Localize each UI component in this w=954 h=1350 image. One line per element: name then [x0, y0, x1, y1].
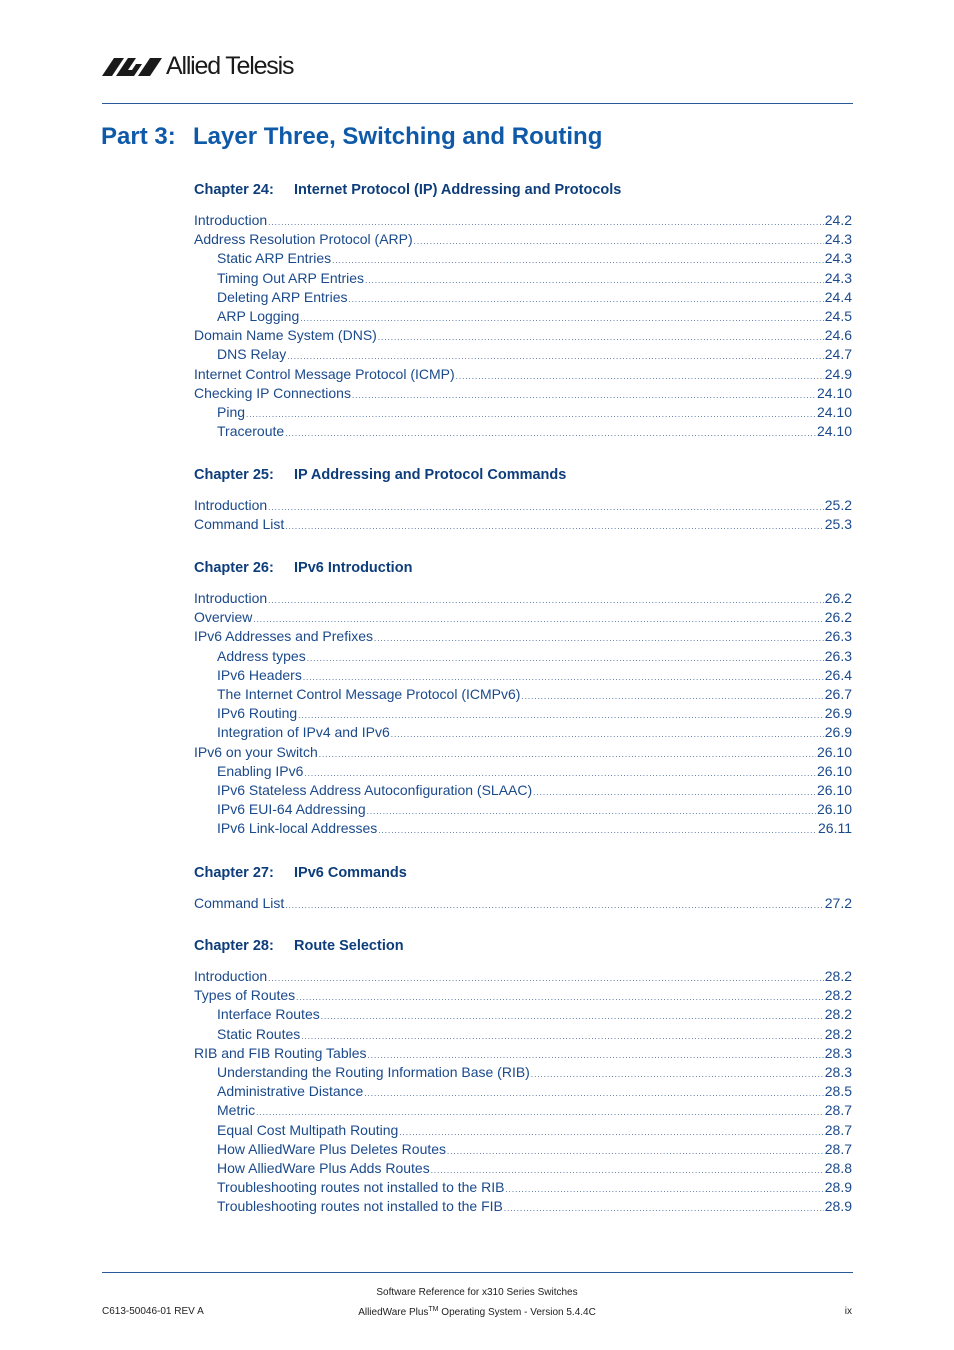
toc-entry-title: How AlliedWare Plus Deletes Routes: [217, 1140, 447, 1157]
toc-entry-link[interactable]: [194, 590, 852, 609]
toc-entry-page: 24.10: [816, 404, 852, 420]
toc-entry-title: Integration of IPv4 and IPv6: [217, 724, 390, 741]
toc-entry-page: 24.5: [824, 308, 852, 324]
dot-leader: [268, 596, 824, 605]
dot-leader: [246, 410, 816, 419]
toc-entry-title: IPv6 Link-local Addresses: [217, 820, 378, 837]
toc-entry-title: Equal Cost Multipath Routing: [217, 1121, 399, 1138]
toc-entry-link[interactable]: [217, 801, 852, 820]
toc-entry-page: 26.3: [824, 647, 852, 664]
dot-leader: [365, 276, 824, 285]
toc-entry-link[interactable]: [194, 744, 852, 763]
toc-entry-page: 26.10: [816, 743, 852, 760]
footer-book-title: Software Reference for x310 Series Switches: [376, 1287, 578, 1298]
dot-leader: [378, 333, 824, 342]
footer-page-number: ix: [844, 1306, 852, 1317]
toc-entry-page: 24.10: [816, 384, 852, 401]
part-number: Part 3:: [101, 123, 176, 150]
footer-os-prefix: AlliedWare Plus: [358, 1307, 429, 1318]
toc-entry-link[interactable]: [217, 705, 852, 724]
toc-entry-title: IPv6 EUI-64 Addressing: [217, 801, 366, 818]
toc-entry-link[interactable]: [217, 763, 852, 782]
dot-leader: [348, 295, 823, 304]
toc-entry-page: 26.2: [824, 590, 852, 606]
toc-entry-page: 24.6: [824, 327, 852, 344]
logo-mark-icon: [102, 56, 162, 76]
chapter-heading: [194, 865, 407, 881]
dot-leader: [268, 218, 824, 227]
toc-entry-page: 27.2: [824, 895, 852, 911]
toc-entry-link[interactable]: [217, 686, 852, 705]
toc-entry-title: Internet Control Message Protocol (ICMP): [194, 365, 455, 382]
toc-entry-page: 28.3: [824, 1064, 852, 1080]
toc-entry-link[interactable]: [194, 231, 852, 250]
dot-leader: [378, 826, 817, 835]
footer-rule: [102, 1272, 853, 1273]
toc-entry-link[interactable]: [217, 1102, 852, 1121]
dot-leader: [414, 237, 824, 246]
toc-entry-title: Checking IP Connections: [194, 384, 351, 401]
chapter-title: Internet Protocol (IP) Addressing and Protocols: [294, 182, 622, 198]
dot-leader: [332, 256, 824, 265]
toc-entry-link[interactable]: [217, 346, 852, 365]
dot-leader: [301, 1032, 823, 1041]
toc-entry-title: Ping: [217, 404, 246, 420]
toc-entry-title: Enabling IPv6: [217, 762, 304, 779]
chapter-number: Chapter 24:: [194, 182, 274, 198]
toc-entry-page: 26.10: [816, 762, 852, 779]
toc-entry-page: 28.9: [824, 1198, 852, 1215]
toc-entry-title: Overview: [194, 609, 253, 626]
dot-leader: [456, 372, 824, 381]
toc-entry-link[interactable]: [217, 308, 852, 327]
toc-entry-page: 28.2: [824, 987, 852, 1004]
toc-entry-page: 28.2: [824, 1006, 852, 1023]
toc-entry-title: Introduction: [194, 590, 268, 606]
toc-entry-page: 24.9: [824, 365, 852, 382]
toc-entry-link[interactable]: [217, 782, 852, 801]
toc-entry-title: The Internet Control Message Protocol (ICMPv6): [217, 686, 521, 702]
allied-telesis-logo: [102, 50, 293, 82]
toc-entry-page: 28.7: [824, 1140, 852, 1157]
toc-entry-link[interactable]: [217, 1064, 852, 1083]
toc-entry-page: 24.3: [824, 231, 852, 248]
toc-entry-title: Types of Routes: [194, 987, 296, 1004]
toc-entry-link[interactable]: [217, 1006, 852, 1025]
dot-leader: [268, 974, 824, 983]
dot-leader: [447, 1147, 824, 1156]
toc-entry-link[interactable]: [217, 820, 852, 839]
toc-entry-title: IPv6 on your Switch: [194, 743, 318, 760]
dot-leader: [296, 993, 824, 1002]
dot-leader: [504, 1204, 824, 1213]
dot-leader: [287, 352, 824, 361]
dot-leader: [533, 788, 816, 797]
toc-entry-page: 26.10: [816, 801, 852, 818]
toc-entry-title: Introduction: [194, 497, 268, 513]
toc-entry-title: Troubleshooting routes not installed to the RIB: [217, 1179, 505, 1196]
toc-entry-link[interactable]: [217, 270, 852, 289]
toc-entry-link[interactable]: [217, 289, 852, 308]
chapter-heading: [194, 560, 412, 576]
toc-entry-link[interactable]: [194, 628, 852, 647]
footer-os-suffix: Operating System - Version 5.4.4C: [438, 1307, 596, 1318]
toc-entry-title: Address Resolution Protocol (ARP): [194, 231, 413, 248]
chapter-title: IPv6 Introduction: [294, 560, 413, 576]
toc-entry-page: 25.3: [824, 516, 852, 533]
toc-entry-page: 28.7: [824, 1102, 852, 1119]
toc-entry-title: IPv6 Addresses and Prefixes: [194, 628, 373, 645]
toc-entry-link[interactable]: [194, 968, 852, 987]
toc-entry-title: Metric: [217, 1102, 256, 1119]
footer-trademark: TM: [428, 1306, 439, 1313]
toc-entry-link[interactable]: [194, 497, 852, 516]
chapter-heading: [194, 938, 404, 954]
toc-entry-page: 24.3: [824, 250, 852, 267]
chapter-title: IPv6 Commands: [294, 865, 407, 881]
toc-entry-page: 24.3: [824, 269, 852, 286]
dot-leader: [285, 901, 823, 910]
toc-entry-title: IPv6 Routing: [217, 705, 298, 722]
dot-leader: [285, 522, 823, 531]
toc-entry-link[interactable]: [194, 385, 852, 404]
toc-entry-title: RIB and FIB Routing Tables: [194, 1044, 367, 1061]
toc-entry-link[interactable]: [217, 648, 852, 667]
dot-leader: [256, 1108, 824, 1117]
dot-leader: [399, 1128, 823, 1137]
toc-entry-link[interactable]: [217, 1122, 852, 1141]
toc-entry-title: Troubleshooting routes not installed to the FIB: [217, 1198, 503, 1215]
chapter-heading: [194, 182, 621, 198]
chapter-number: Chapter 26:: [194, 560, 274, 576]
footer-doc-id: C613-50046-01 REV A: [102, 1306, 204, 1317]
toc-entry-page: 24.4: [824, 288, 852, 305]
toc-entry-link[interactable]: [217, 1198, 852, 1217]
chapter-number: Chapter 27:: [194, 865, 274, 881]
toc-entry-title: Introduction: [194, 968, 268, 984]
toc-entry-link[interactable]: [217, 1160, 852, 1179]
toc-entry-page: 28.8: [824, 1160, 852, 1176]
toc-entry-title: Command List: [194, 895, 285, 911]
toc-entry-page: 25.2: [824, 497, 852, 513]
dot-leader: [285, 429, 816, 438]
logo-text: Allied Telesis: [166, 51, 294, 80]
toc-entry-link[interactable]: [217, 1083, 852, 1102]
toc-entry-page: 24.2: [824, 212, 852, 228]
dot-leader: [352, 391, 816, 400]
toc-entry-page: 24.7: [824, 346, 852, 363]
toc-entry-page: 28.5: [824, 1083, 852, 1100]
dot-leader: [374, 634, 824, 643]
toc-entry-title: Understanding the Routing Information Base (RIB): [217, 1064, 530, 1080]
toc-entry-title: Deleting ARP Entries: [217, 288, 348, 305]
toc-entry-title: Static ARP Entries: [217, 250, 332, 267]
toc-entry-page: 26.11: [818, 820, 852, 837]
toc-entry-page: 26.4: [824, 666, 852, 683]
toc-entry-link[interactable]: [217, 1141, 852, 1160]
toc-entry-title: How AlliedWare Plus Adds Routes: [217, 1160, 430, 1176]
toc-entry-page: 26.2: [824, 609, 852, 626]
toc-entry-link[interactable]: [194, 895, 852, 914]
dot-leader: [300, 314, 824, 323]
toc-entry-page: 26.9: [824, 705, 852, 722]
toc-entry-page: 28.9: [824, 1179, 852, 1196]
dot-leader: [319, 750, 816, 759]
toc-entry-title: Timing Out ARP Entries: [217, 269, 365, 286]
dot-leader: [268, 503, 824, 512]
toc-entry-page: 28.2: [824, 1025, 852, 1042]
toc-entry-link[interactable]: [194, 609, 852, 628]
toc-entry-title: Domain Name System (DNS): [194, 327, 377, 344]
toc-entry-link[interactable]: [217, 667, 852, 686]
toc-entry-link[interactable]: [217, 724, 852, 743]
toc-entry-title: Address types: [217, 647, 306, 664]
toc-entry-title: IPv6 Stateless Address Autoconfiguration (SLAAC): [217, 782, 533, 798]
chapter-title: IP Addressing and Protocol Commands: [294, 467, 567, 483]
toc-entry-page: 26.10: [816, 782, 852, 798]
toc-entry-link[interactable]: [194, 516, 852, 535]
header-rule: [102, 103, 853, 104]
toc-entry-title: IPv6 Headers: [217, 666, 302, 683]
toc-entry-page: 26.9: [824, 724, 852, 741]
chapter-heading: [194, 467, 566, 483]
toc-entry-title: Static Routes: [217, 1025, 301, 1042]
toc-entry-link[interactable]: [217, 423, 852, 442]
toc-entry-title: Interface Routes: [217, 1006, 320, 1023]
dot-leader: [368, 1051, 824, 1060]
chapter-number: Chapter 28:: [194, 938, 274, 954]
dot-leader: [505, 1185, 823, 1194]
toc-entry-link[interactable]: [194, 987, 852, 1006]
toc-entry-link[interactable]: [217, 404, 852, 423]
part-title: [101, 123, 602, 151]
dot-leader: [307, 654, 824, 663]
toc-entry-link[interactable]: [217, 1179, 852, 1198]
toc-entry-link[interactable]: [217, 1026, 852, 1045]
toc-entry-page: 26.7: [824, 686, 852, 702]
toc-entry-title: Traceroute: [217, 423, 285, 440]
toc-entry-link[interactable]: [194, 327, 852, 346]
footer-os-version: [0, 1306, 954, 1318]
dot-leader: [303, 673, 824, 682]
toc-entry-title: ARP Logging: [217, 308, 300, 324]
dot-leader: [367, 807, 816, 816]
toc-entry-page: 24.10: [816, 423, 852, 440]
dot-leader: [321, 1012, 824, 1021]
dot-leader: [364, 1089, 823, 1098]
dot-leader: [391, 730, 824, 739]
dot-leader: [531, 1070, 824, 1079]
dot-leader: [521, 692, 823, 701]
toc-entry-page: 28.3: [824, 1044, 852, 1061]
toc-entry-page: 26.3: [824, 628, 852, 645]
chapter-number: Chapter 25:: [194, 467, 274, 483]
chapter-title: Route Selection: [294, 938, 404, 954]
toc-entry-title: Command List: [194, 516, 285, 533]
toc-entry-title: DNS Relay: [217, 346, 287, 363]
dot-leader: [253, 615, 823, 624]
toc-entry-link[interactable]: [194, 212, 852, 231]
part-name: Layer Three, Switching and Routing: [193, 123, 603, 150]
toc-entry-link[interactable]: [194, 366, 852, 385]
dot-leader: [304, 769, 816, 778]
toc-entry-page: 28.7: [824, 1121, 852, 1138]
toc-entry-title: Introduction: [194, 212, 268, 228]
toc-entry-page: 28.2: [824, 968, 852, 984]
dot-leader: [298, 711, 824, 720]
toc-entry-link[interactable]: [194, 1045, 852, 1064]
toc-entry-title: Administrative Distance: [217, 1083, 364, 1100]
toc-entry-link[interactable]: [217, 250, 852, 269]
dot-leader: [431, 1166, 824, 1175]
